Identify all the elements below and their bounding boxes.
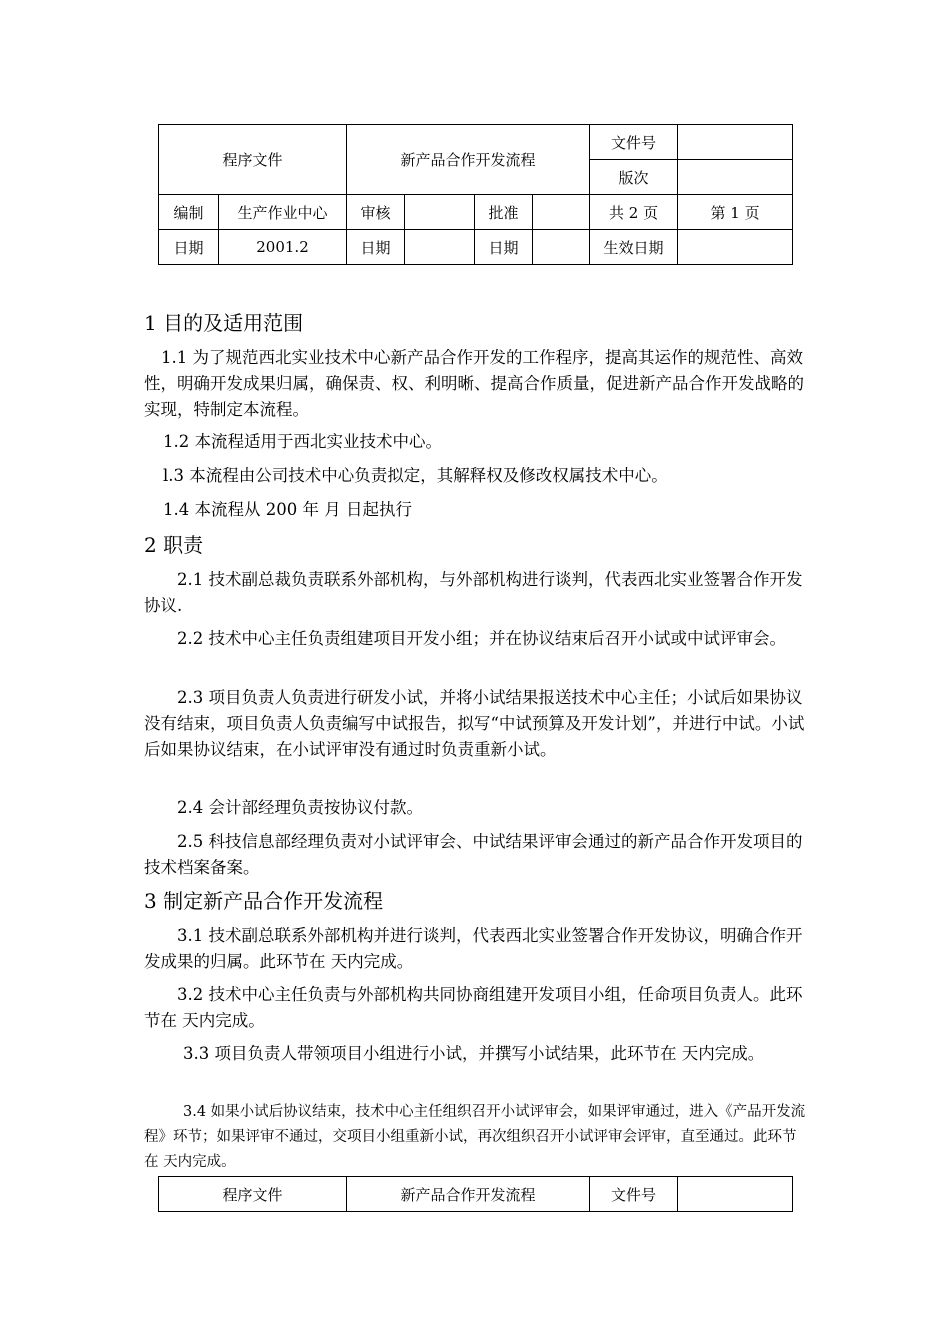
section-2-para-1: 2.1 技术副总裁负责联系外部机构，与外部机构进行谈判，代表西北实业签署合作开发协议. xyxy=(144,570,803,615)
approve-label: 批准 xyxy=(475,195,533,230)
file-no-value xyxy=(678,1177,793,1212)
version-label: 版次 xyxy=(590,160,678,195)
review-label: 审核 xyxy=(347,195,405,230)
date-label: 日期 xyxy=(159,230,219,265)
version-value xyxy=(678,160,793,195)
section-3-para-2: 3.2 技术中心主任负责与外部机构共同协商组建开发项目小组，任命项目负责人。此环节在 天内完成。 xyxy=(144,985,803,1030)
doc-type-cell: 程序文件 xyxy=(159,1177,347,1212)
section-3-para-4: 3.4 如果小试后协议结束，技术中心主任组织召开小试评审会，如果评审通过，进入《产品开发流程》环节；如果评审不通过，交项目小组重新小试，再次组织召开小试评审会评审，直至通过。此环节在 天内完成。 xyxy=(144,1104,806,1170)
prepared-value: 生产作业中心 xyxy=(219,195,347,230)
document-header-table xyxy=(158,124,793,265)
date3-value xyxy=(533,230,590,265)
file-no-value xyxy=(678,125,793,160)
review-value xyxy=(405,195,475,230)
doc-title-cell: 新产品合作开发流程 xyxy=(347,1177,590,1212)
section-2-para-3: 2.3 项目负责人负责进行研发小试，并将小试结果报送技术中心主任；小试后如果协议没有结束，项目负责人负责编写中试报告，拟写“中试预算及开发计划”，并进行中试。小试后如果协议结束，在小试评审没有通过时负责重新小试。 xyxy=(144,688,805,759)
section-2-para-5: 2.5 科技信息部经理负责对小试评审会、中试结果评审会通过的新产品合作开发项目的技术档案备案。 xyxy=(144,832,803,877)
section-1-para-4: 1.4 本流程从 200 年 月 日起执行 xyxy=(163,500,412,519)
section-2-para-2: 2.2 技术中心主任负责组建项目开发小组；并在协议结束后召开小试或中试评审会。 xyxy=(177,629,786,648)
date2-label: 日期 xyxy=(347,230,405,265)
file-no-label: 文件号 xyxy=(590,1177,678,1212)
section-2-para-4: 2.4 会计部经理负责按协议付款。 xyxy=(177,798,423,817)
section-3-para-1: 3.1 技术副总联系外部机构并进行谈判，代表西北实业签署合作开发协议，明确合作开发成果的归属。此环节在 天内完成。 xyxy=(144,926,803,971)
effective-date-label: 生效日期 xyxy=(590,230,678,265)
effective-date-value xyxy=(678,230,793,265)
next-page-header-table xyxy=(158,1176,793,1212)
approve-value xyxy=(533,195,590,230)
section-3-para-3: 3.3 项目负责人带领项目小组进行小试，并撰写小试结果，此环节在 天内完成。 xyxy=(183,1044,765,1063)
prepared-label: 编制 xyxy=(159,195,219,230)
section-1-title: 1 目的及适用范围 xyxy=(144,311,304,335)
date-value: 2001.2 xyxy=(219,230,347,265)
file-no-label: 文件号 xyxy=(590,125,678,160)
page-number: 第 1 页 xyxy=(678,195,793,230)
section-1-para-1: 1.1 为了规范西北实业技术中心新产品合作开发的工作程序，提高其运作的规范性、高效性，明确开发成果归属，确保责、权、利明晰、提高合作质量，促进新产品合作开发战略的实现，特制定本流程。 xyxy=(144,348,804,419)
doc-type-cell: 程序文件 xyxy=(159,125,347,195)
date3-label: 日期 xyxy=(475,230,533,265)
section-3-title: 3 制定新产品合作开发流程 xyxy=(144,889,384,913)
section-2-title: 2 职责 xyxy=(144,533,204,557)
doc-title-cell: 新产品合作开发流程 xyxy=(347,125,590,195)
section-1-para-3: l.3 本流程由公司技术中心负责拟定，其解释权及修改权属技术中心。 xyxy=(163,466,668,485)
date2-value xyxy=(405,230,475,265)
total-pages: 共 2 页 xyxy=(590,195,678,230)
section-1-para-2: 1.2 本流程适用于西北实业技术中心。 xyxy=(163,432,442,451)
